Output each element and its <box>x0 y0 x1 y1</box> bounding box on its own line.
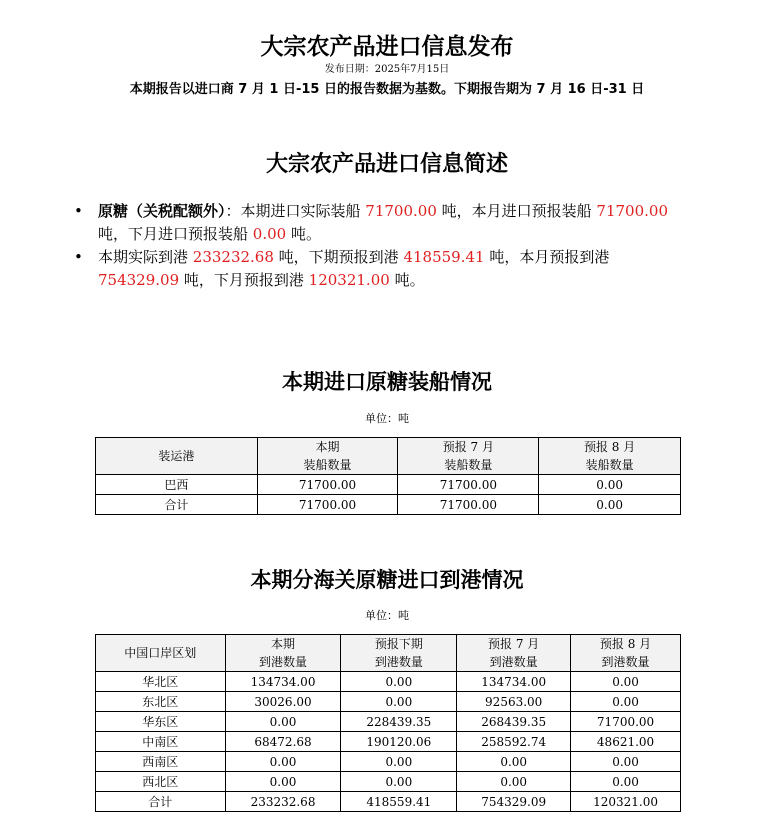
table-cell: 西北区 <box>96 772 226 792</box>
table-cell: 0.00 <box>539 495 681 515</box>
shipment-table <box>95 437 681 515</box>
summary-item-raw-sugar <box>74 200 694 246</box>
column-header: 预报下期 到港数量 <box>341 635 457 672</box>
column-header: 预报 8 月 装船数量 <box>539 438 681 475</box>
table-cell: 71700.00 <box>257 495 398 515</box>
table-cell: 0.00 <box>225 752 341 772</box>
table-cell: 68472.68 <box>225 732 341 752</box>
arrival-table <box>95 634 681 812</box>
summary-text: 吨，本月预报到港 <box>484 248 610 266</box>
arrival-next-period-value: 418559.41 <box>403 248 485 266</box>
shipment-table-title: 本期进口原糖装船情况 <box>282 370 492 394</box>
table-row <box>96 672 681 692</box>
arrival-next-month-forecast-value: 120321.00 <box>308 271 390 289</box>
table-cell: 71700.00 <box>398 495 539 515</box>
table-cell: 0.00 <box>225 712 341 732</box>
table-row <box>96 772 681 792</box>
column-header: 预报 8 月 到港数量 <box>571 635 681 672</box>
table-row <box>96 692 681 712</box>
summary-text: 吨，下期预报到港 <box>273 248 404 266</box>
table-cell: 71700.00 <box>571 712 681 732</box>
table-row <box>96 475 681 495</box>
table-cell: 合计 <box>96 792 226 812</box>
column-header: 中国口岸区划 <box>96 635 226 672</box>
table-cell: 0.00 <box>571 692 681 712</box>
summary-text: 吨，下月进口预报装船 <box>98 225 253 243</box>
summary-text: 吨，本月进口预报装船 <box>436 202 597 220</box>
commodity-label: 原糖（关税配额外） <box>98 202 226 220</box>
table-cell: 西南区 <box>96 752 226 772</box>
table-row <box>96 752 681 772</box>
column-header: 本期 装船数量 <box>257 438 398 475</box>
table-cell: 东北区 <box>96 692 226 712</box>
summary-text: 吨，下月预报到港 <box>179 271 309 289</box>
bullet-icon: • <box>74 248 83 266</box>
table-row <box>96 495 681 515</box>
table-cell: 258592.74 <box>457 732 571 752</box>
shipment-month-forecast-value: 71700.00 <box>596 202 668 220</box>
table-row <box>96 732 681 752</box>
table-cell: 0.00 <box>571 672 681 692</box>
table-cell: 233232.68 <box>225 792 341 812</box>
summary-item-arrivals <box>74 246 694 292</box>
table-cell: 华北区 <box>96 672 226 692</box>
table-cell: 巴西 <box>96 475 258 495</box>
table-header-row <box>96 438 681 475</box>
table-cell: 0.00 <box>341 692 457 712</box>
table-row <box>96 792 681 812</box>
table-cell: 134734.00 <box>457 672 571 692</box>
column-header: 装运港 <box>96 438 258 475</box>
table-cell: 0.00 <box>341 772 457 792</box>
table-header-row <box>96 635 681 672</box>
table-cell: 0.00 <box>571 752 681 772</box>
table-cell: 71700.00 <box>398 475 539 495</box>
column-header: 本期 到港数量 <box>225 635 341 672</box>
page-title: 大宗农产品进口信息发布 <box>260 34 514 60</box>
table-cell: 92563.00 <box>457 692 571 712</box>
summary-text: ：本期进口实际装船 <box>225 202 366 220</box>
table-cell: 418559.41 <box>341 792 457 812</box>
table-cell: 754329.09 <box>457 792 571 812</box>
table-cell: 0.00 <box>571 772 681 792</box>
bullet-icon: • <box>74 202 83 220</box>
shipment-next-month-forecast-value: 0.00 <box>252 225 287 243</box>
table-cell: 0.00 <box>457 752 571 772</box>
table-cell: 中南区 <box>96 732 226 752</box>
table-cell: 134734.00 <box>225 672 341 692</box>
summary-text: 本期实际到港 <box>98 248 193 266</box>
table-cell: 0.00 <box>341 672 457 692</box>
table-cell: 190120.06 <box>341 732 457 752</box>
table-cell: 0.00 <box>457 772 571 792</box>
column-header: 预报 7 月 装船数量 <box>398 438 539 475</box>
report-basis-note: 本期报告以进口商 7 月 1 日-15 日的报告数据为基数。下期报告期为 7 月 16 日-31 日 <box>129 82 645 97</box>
summary-text: 吨。 <box>389 271 425 289</box>
table-cell: 120321.00 <box>571 792 681 812</box>
table-cell: 0.00 <box>539 475 681 495</box>
table-cell: 48621.00 <box>571 732 681 752</box>
table-cell: 0.00 <box>341 752 457 772</box>
table-cell: 30026.00 <box>225 692 341 712</box>
arrival-month-forecast-value: 754329.09 <box>98 271 180 289</box>
table-cell: 228439.35 <box>341 712 457 732</box>
arrival-table-unit: 单位：吨 <box>365 609 409 622</box>
arrival-actual-value: 233232.68 <box>192 248 274 266</box>
summary-text: 吨。 <box>286 225 321 243</box>
table-row <box>96 712 681 732</box>
table-cell: 268439.35 <box>457 712 571 732</box>
summary-list <box>74 200 694 292</box>
publish-date: 发布日期：2025年7月15日 <box>324 64 450 75</box>
table-cell: 合计 <box>96 495 258 515</box>
shipment-actual-value: 71700.00 <box>365 202 437 220</box>
shipment-table-unit: 单位：吨 <box>365 412 409 425</box>
summary-title: 大宗农产品进口信息简述 <box>265 152 508 177</box>
column-header: 预报 7 月 到港数量 <box>457 635 571 672</box>
arrival-table-title: 本期分海关原糖进口到港情况 <box>250 568 524 592</box>
table-cell: 华东区 <box>96 712 226 732</box>
table-cell: 71700.00 <box>257 475 398 495</box>
table-cell: 0.00 <box>225 772 341 792</box>
